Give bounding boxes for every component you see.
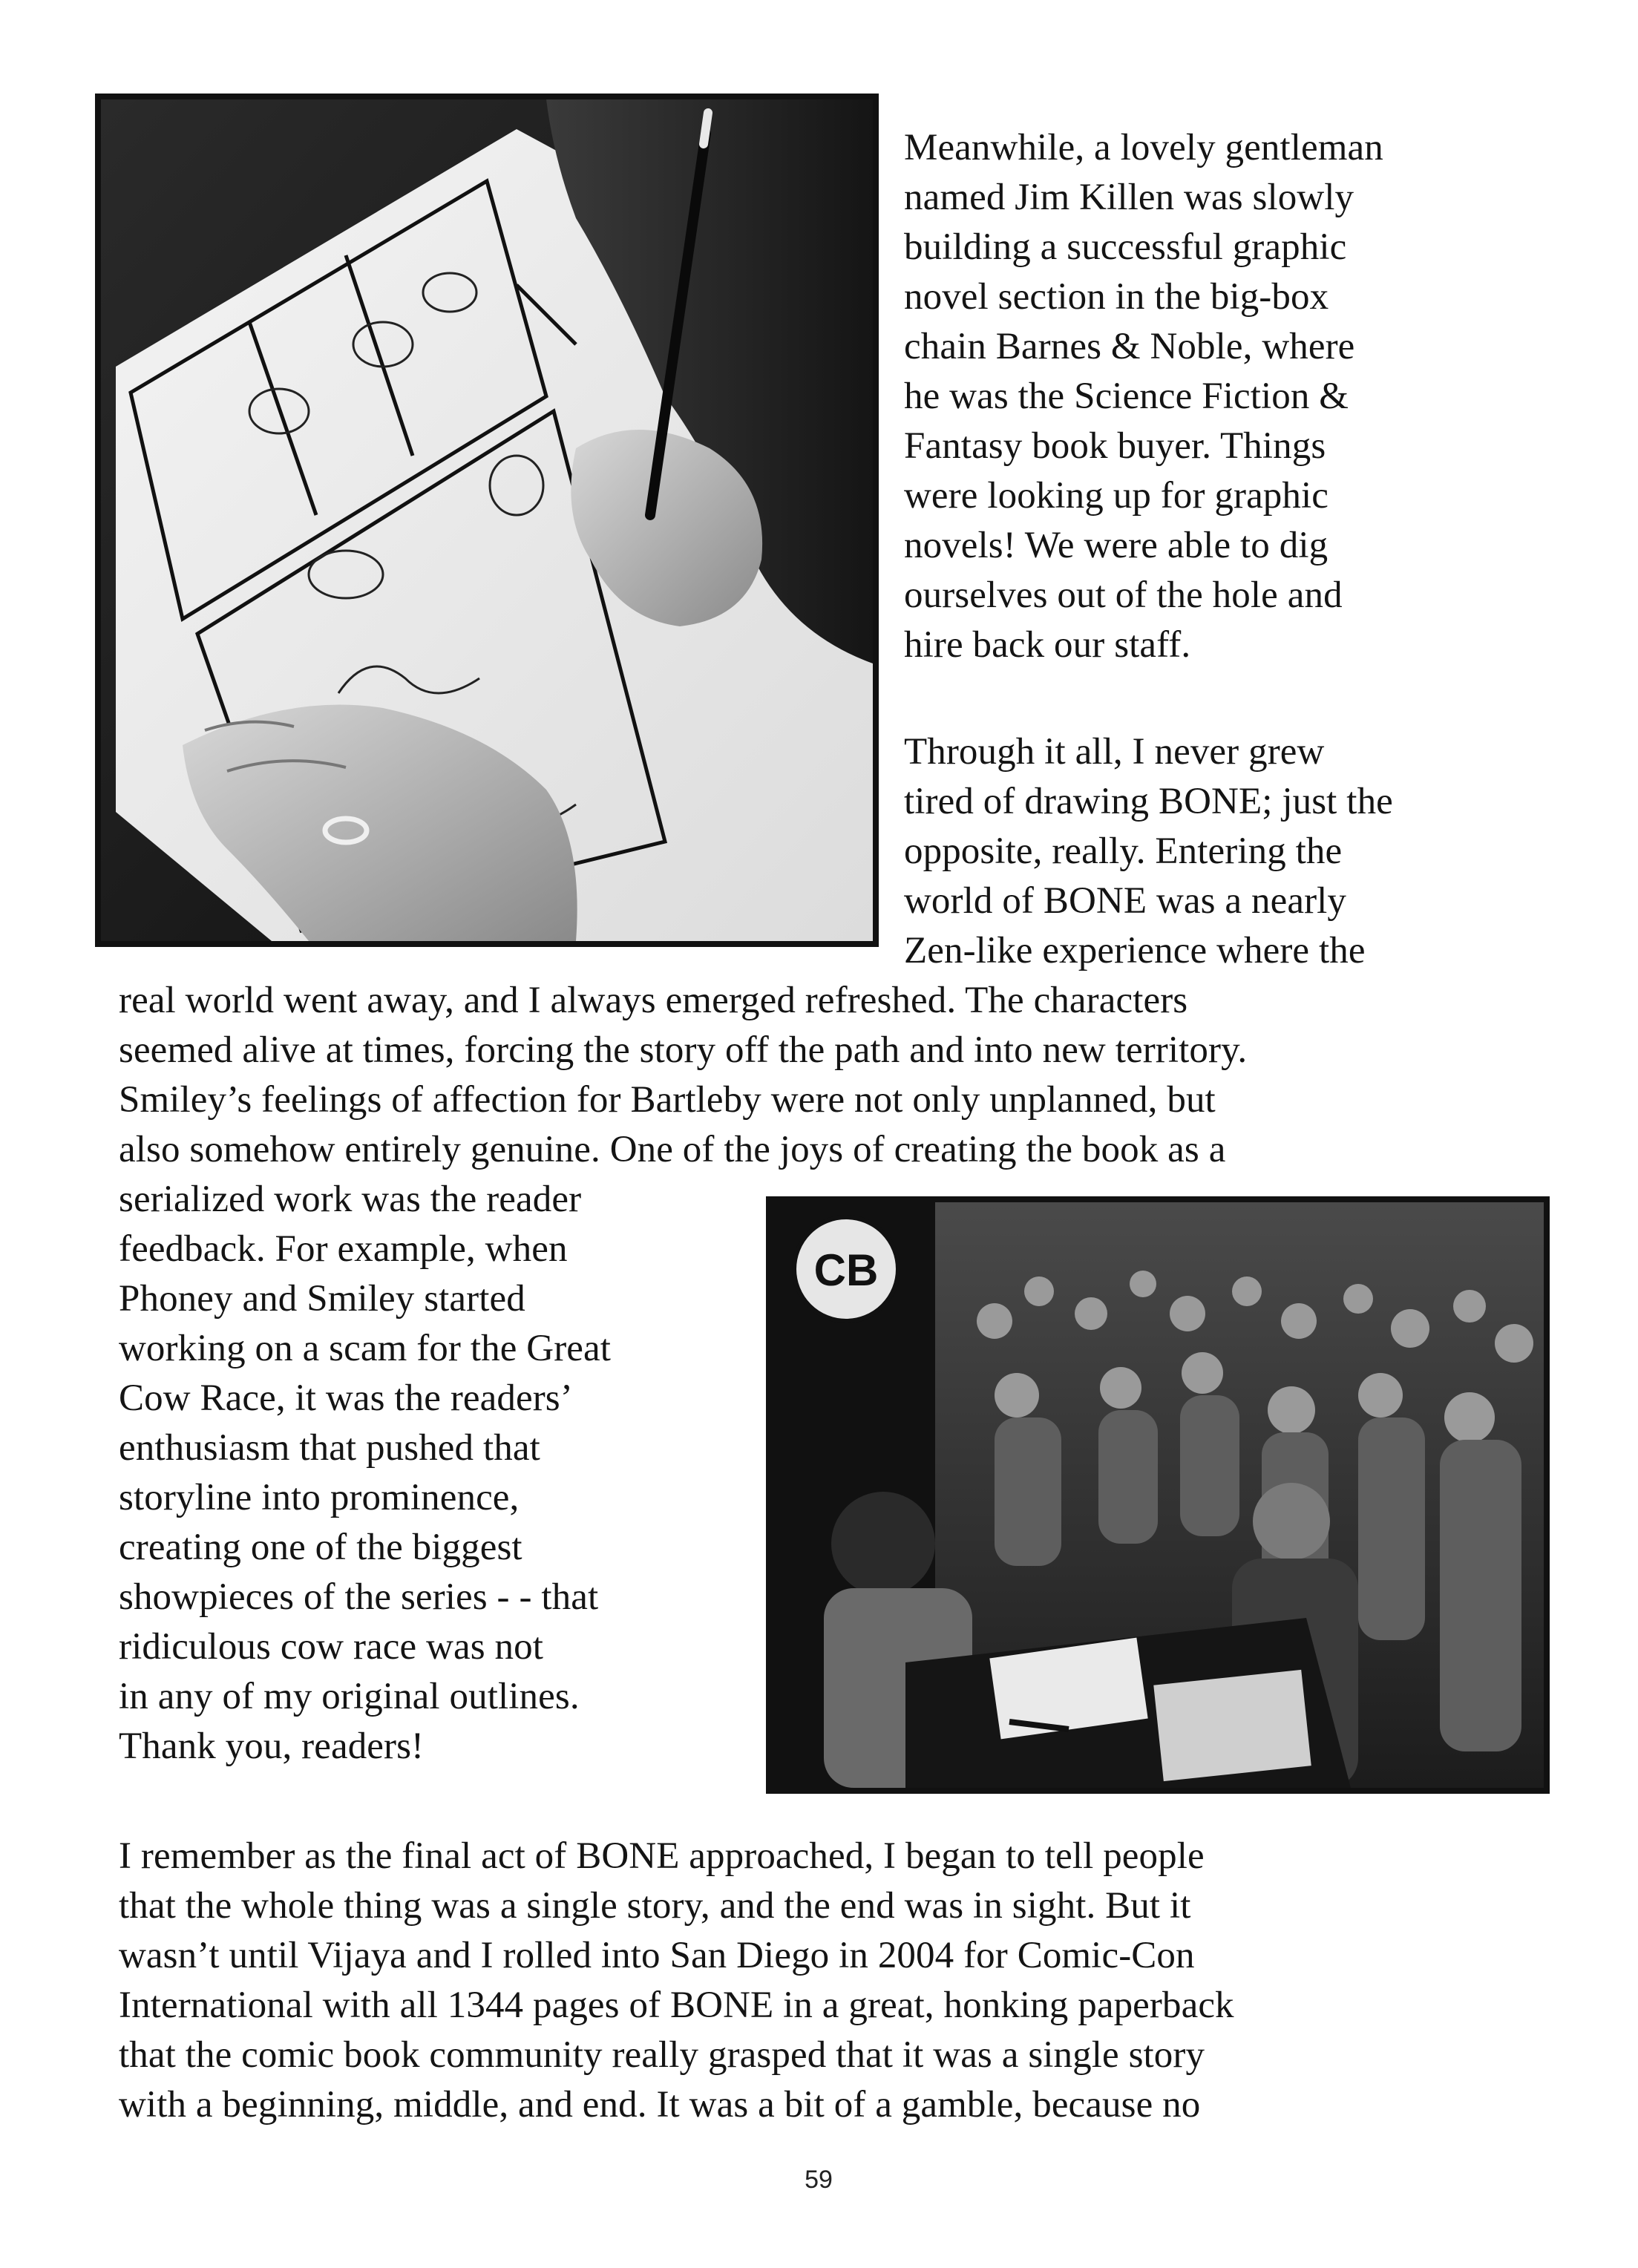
body-text-line: Phoney and Smiley started (119, 1278, 525, 1320)
body-text-line: tired of drawing BONE; just the (904, 781, 1393, 822)
signing-artist-head (831, 1492, 935, 1596)
body-text-line: Through it all, I never grew (904, 731, 1325, 773)
body-text-line: Meanwhile, a lovely gentleman (904, 127, 1383, 168)
body-text-line: in any of my original outlines. (119, 1676, 580, 1717)
comic-con-signing-crowd-photo (766, 1196, 1550, 1794)
body-text-line: opposite, really. Entering the (904, 830, 1343, 872)
body-text-line: ridiculous cow race was not (119, 1626, 544, 1668)
body-text-line: hire back our staff. (904, 624, 1191, 666)
body-text-line: I remember as the final act of BONE approached, I began to tell people (119, 1835, 1205, 1877)
body-text-line: Fantasy book buyer. Things (904, 425, 1326, 467)
cb-sign-letters: CB (813, 1245, 879, 1295)
body-text-line: also somehow entirely genuine. One of the joys of creating the book as a (119, 1129, 1226, 1170)
body-text-line: enthusiasm that pushed that (119, 1427, 540, 1469)
body-text-line: with a beginning, middle, and end. It was a bit of a gamble, because no (119, 2084, 1201, 2126)
body-text-line: world of BONE was a nearly (904, 880, 1347, 922)
body-text-line: Smiley’s feelings of affection for Bartleby were not only unplanned, but (119, 1079, 1216, 1121)
body-text-line: that the whole thing was a single story, and the end was in sight. But it (119, 1885, 1191, 1927)
body-text-line: chain Barnes & Noble, where (904, 326, 1355, 367)
body-text-line: Cow Race, it was the readers’ (119, 1377, 573, 1419)
body-text-line: Thank you, readers! (119, 1725, 425, 1767)
drawing-photo-illustration (101, 99, 873, 941)
body-text-line: named Jim Killen was slowly (904, 177, 1354, 218)
body-text-line: novel section in the big-box (904, 276, 1329, 318)
body-text-line: building a successful graphic (904, 226, 1347, 268)
body-text-line: seemed alive at times, forcing the story off the path and into new territory. (119, 1029, 1248, 1071)
body-text-line: showpieces of the series - - that (119, 1576, 599, 1618)
body-text-line: storyline into prominence, (119, 1477, 520, 1518)
body-text-line: real world went away, and I always emerged refreshed. The characters (119, 980, 1188, 1021)
artist-drawing-bone-page-photo (95, 94, 879, 947)
body-text-line: working on a scam for the Great (119, 1328, 612, 1369)
body-text-line: wasn’t until Vijaya and I rolled into San Diego in 2004 for Comic-Con (119, 1935, 1195, 1976)
body-text-line: ourselves out of the hole and (904, 574, 1343, 616)
body-text-line: serialized work was the reader (119, 1179, 582, 1220)
crowd-photo-illustration (772, 1202, 1544, 1788)
body-text-line: that the comic book community really grasped that it was a single story (119, 2034, 1205, 2076)
body-text-line: Zen-like experience where the (904, 930, 1366, 971)
page-number: 59 (805, 2166, 833, 2194)
body-text-line: feedback. For example, when (119, 1228, 568, 1270)
body-text-line: novels! We were able to dig (904, 525, 1329, 566)
body-text-line: creating one of the biggest (119, 1527, 522, 1568)
body-text-line: were looking up for graphic (904, 475, 1329, 517)
body-text-line: International with all 1344 pages of BONE in a great, honking paperback (119, 1984, 1234, 2026)
body-text-line: he was the Science Fiction & (904, 376, 1349, 417)
